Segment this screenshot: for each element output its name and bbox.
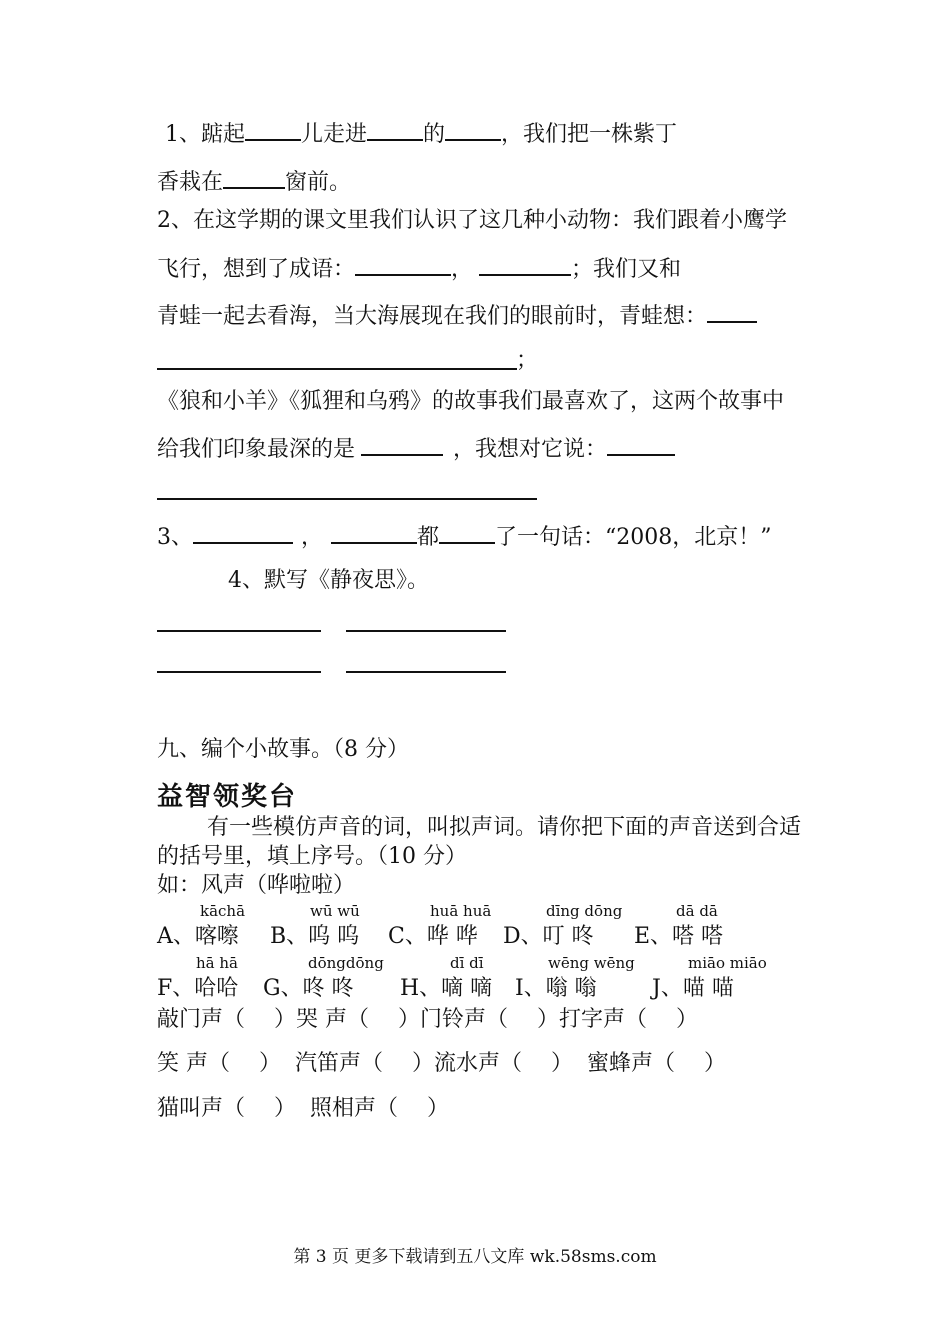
q1-line2 bbox=[157, 165, 351, 198]
pinyin-a: kāchā bbox=[200, 902, 246, 920]
poem-line-1[interactable] bbox=[157, 630, 321, 632]
q2-say-blank-b[interactable] bbox=[157, 498, 537, 500]
q2-impression-blank[interactable] bbox=[361, 432, 443, 456]
q1-blank-3[interactable] bbox=[445, 117, 501, 141]
q1-text-b: 儿走进 bbox=[301, 122, 368, 147]
bonus-example: 如：风声（哗啦啦） bbox=[157, 873, 356, 898]
pinyin-h: dī dī bbox=[450, 954, 484, 972]
q3-text-b: ， bbox=[301, 525, 324, 550]
option-e: E、嗒 嗒 bbox=[634, 924, 724, 949]
q2-say-blank-a[interactable] bbox=[607, 432, 675, 456]
q1-text-f: 窗前。 bbox=[285, 170, 352, 195]
q2-text-2c: ；我们又和 bbox=[571, 257, 682, 282]
q4-line: 4、默写《静夜思》。 bbox=[228, 568, 429, 593]
q3-text-a: 3、 bbox=[157, 525, 193, 550]
q3-blank-2[interactable] bbox=[331, 520, 417, 544]
q2-line1: 2、在这学期的课文里我们认识了这几种小动物：我们跟着小鹰学 bbox=[157, 208, 787, 233]
page-footer: 第 3 页 更多下载请到五八文库 wk.58sms.com bbox=[293, 1247, 657, 1267]
q1-blank-1[interactable] bbox=[245, 117, 301, 141]
fill-row-2[interactable]: 笑 声（ ） 汽笛声（ ）流水声（ ） 蜜蜂声（ ） bbox=[157, 1051, 726, 1076]
fill-row-1[interactable]: 敲门声（ ）哭 声（ ）门铃声（ ）打字声（ ） bbox=[157, 1007, 698, 1032]
q2-line3 bbox=[157, 299, 757, 332]
bonus-intro-1: 有一些模仿声音的词，叫拟声词。请你把下面的声音送到合适 bbox=[207, 815, 802, 840]
q2-text-3: 青蛙一起去看海，当大海展现在我们的眼前时，青蛙想： bbox=[157, 304, 708, 329]
poem-line-2[interactable] bbox=[346, 630, 506, 632]
option-b: B、呜 呜 bbox=[270, 924, 360, 949]
pinyin-d: dīng dōng bbox=[546, 902, 623, 920]
q2-semicolon: ； bbox=[516, 348, 539, 373]
q2-idiom-blank-2[interactable] bbox=[479, 252, 571, 276]
fill-row-3[interactable]: 猫叫声（ ） 照相声（ ） bbox=[157, 1096, 449, 1121]
q3-text-d: 了一句话：“2008，北京！” bbox=[495, 525, 772, 550]
pinyin-c: huā huā bbox=[430, 902, 492, 920]
pinyin-i: wēng wēng bbox=[548, 954, 635, 972]
option-a: A、喀嚓 bbox=[157, 924, 239, 949]
option-g: G、咚 咚 bbox=[263, 976, 354, 1001]
q3-blank-1[interactable] bbox=[193, 520, 293, 544]
q2-idiom-blank-1[interactable] bbox=[355, 252, 451, 276]
q2-text-2b: ， bbox=[451, 257, 474, 282]
q3-line bbox=[157, 520, 772, 553]
option-j: J、喵 喵 bbox=[652, 976, 734, 1001]
q3-text-c: 都 bbox=[417, 525, 440, 550]
pinyin-f: hā hā bbox=[196, 954, 238, 972]
q1-blank-2[interactable] bbox=[367, 117, 423, 141]
option-c: C、哗 哗 bbox=[388, 924, 478, 949]
q2-text-6a: 给我们印象最深的是 bbox=[157, 437, 356, 462]
pinyin-g: dōngdōng bbox=[308, 954, 384, 972]
q3-blank-3[interactable] bbox=[439, 520, 495, 544]
q1-blank-4[interactable] bbox=[223, 165, 285, 189]
option-h: H、嘀 嘀 bbox=[400, 976, 493, 1001]
bonus-title: 益智领奖台 bbox=[157, 782, 298, 812]
q2-frog-blank-a[interactable] bbox=[707, 299, 757, 323]
q2-line6 bbox=[157, 432, 675, 465]
q2-text-2a: 飞行，想到了成语： bbox=[157, 257, 356, 282]
pinyin-e: dā dā bbox=[676, 902, 718, 920]
bonus-intro-2: 的括号里，填上序号。（10 分） bbox=[157, 844, 467, 869]
q2-line5: 《狼和小羊》《狐狸和乌鸦》的故事我们最喜欢了，这两个故事中 bbox=[157, 389, 785, 414]
q1-text-d: ，我们把一株紫丁 bbox=[501, 122, 678, 147]
q2-frog-blank-b[interactable] bbox=[157, 368, 517, 370]
option-f: F、哈哈 bbox=[157, 976, 239, 1001]
option-d: D、叮 咚 bbox=[503, 924, 594, 949]
poem-line-4[interactable] bbox=[346, 671, 506, 673]
section-9-title: 九、编个小故事。（8 分） bbox=[157, 737, 409, 762]
q2-text-6b: ，我想对它说： bbox=[453, 437, 608, 462]
poem-line-3[interactable] bbox=[157, 671, 321, 673]
q1-text-e: 香栽在 bbox=[157, 170, 224, 195]
option-i: I、嗡 嗡 bbox=[515, 976, 597, 1001]
pinyin-b: wū wū bbox=[310, 902, 360, 920]
pinyin-j: miāo miāo bbox=[688, 954, 767, 972]
q1-text-a: 1、踮起 bbox=[165, 122, 245, 147]
q2-line2 bbox=[157, 252, 681, 285]
q1-line1 bbox=[165, 117, 677, 150]
q1-text-c: 的 bbox=[423, 122, 446, 147]
